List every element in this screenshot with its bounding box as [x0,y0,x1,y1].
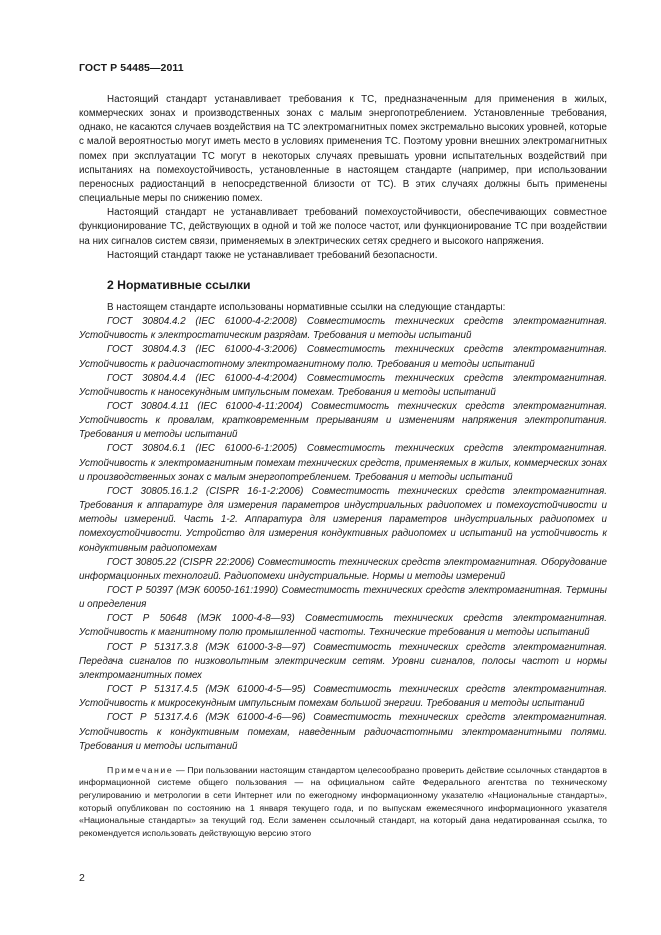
reference-item: ГОСТ Р 50397 (МЭК 60050-161:1990) Совместимость технических средств электромагнитная. Термины и определения [79,585,607,611]
intro-paragraph: Настоящий стандарт не устанавливает требований помехоустойчивости, обеспечивающих совместное функционирование ТС, действующих в одной и той же полосе частот, или функционирование ТС при воздействии на них сигналов систем связи, применяемых в электрических сетях среднего и высокого напряжения. [79,207,607,247]
reference-item: ГОСТ 30804.4.4 (IEC 61000-4-4:2004) Совместимость технических средств электромагнитная. Устойчивость к наносекундным импульсным помехам. Требования и методы испытаний [79,372,607,398]
intro-paragraph: Настоящий стандарт также не устанавливает требований безопасности. [107,249,438,261]
page-content [79,93,607,839]
note-text: — При пользовании настоящим стандартом целесообразно проверить действие ссылочных стандартов в информационной системе общего пользования — на официальном сайте Федерального агентства по техническому регулированию и метрологии в сети Интернет или по ежегодному информационному указателю «Национальные стандарты», который опубликован по состоянию на 1 января текущего года, и по выпускам ежемесячного информационного указателя «Национальные стандарты» за текущий год. Если заменен ссылочный стандарт, на который дана недатированная ссылка, то рекомендуется использовать действующую версию этого [79,764,607,838]
reference-item: ГОСТ 30804.6.1 (IEC 61000-6-1:2005) Совместимость технических средств электромагнитная. Устойчивость к электромагнитным помехам технических средств, применяемых в жилых, коммерческих зонах и производственных зонах с малым энергопотреблением. Требования и методы испытаний [79,443,607,483]
note-label: Примечание [107,764,174,775]
references-lead: В настоящем стандарте использованы нормативные ссылки на следующие стандарты: [107,301,506,313]
document-code-header: ГОСТ Р 54485—2011 [79,62,184,74]
reference-item: ГОСТ 30805.16.1.2 (CISPR 16-1-2:2006) Совместимость технических средств электромагнитная. Требования к аппаратуре для измерения параметров индустриальных радиопомех и помехоустойчивости и методы измерений. Часть 1-2. Аппаратура для измерения параметров индустриальных радиопомех и помехоустойчивости. Устройство для измерения кондуктивных радиопомех и испытаний на устойчивость к кондуктивным радиопомехам [79,485,607,554]
note-paragraph [79,764,607,840]
reference-item: ГОСТ 30805.22 (CISPR 22:2006) Совместимость технических средств электромагнитная. Оборудование информационных технологий. Радиопомехи индустриальные. Нормы и методы измерений [79,556,607,582]
reference-item: ГОСТ Р 51317.3.8 (МЭК 61000-3-8—97) Совместимость технических средств электромагнитная. Передача сигналов по низковольтным электрическим сетям. Уровни сигналов, полосы частот и нормы электромагнитных помех [79,641,607,681]
reference-item: ГОСТ Р 51317.4.6 (МЭК 61000-4-6—96) Совместимость технических средств электромагнитная. Устойчивость к кондуктивным помехам, наведенным радиочастотными электромагнитными полями. Требования и методы испытаний [79,712,607,752]
section-heading: 2 Нормативные ссылки [107,277,251,292]
intro-paragraph: Настоящий стандарт устанавливает требования к ТС, предназначенным для применения в жилых, коммерческих зонах и производственных зонах с малым энергопотреблением. Установленные требования, однако, не касаются случаев воздействия на ТС электромагнитных помех экстремально высоких уровней, которые с малой вероятностью могут иметь место в условиях применения ТС. Поэтому уровни внешних электромагнитных помех при эксплуатации ТС могут в некоторых случаях превышать уровни испытательных воздействий при испытаниях на помехоустойчивость, установленные в настоящем стандарте (например, при использовании переносных радиостанций в непосредственной близости от ТС). В этих случаях должны быть применены специальные меры по снижению помех. [79,94,607,205]
page-number: 2 [79,872,85,884]
reference-item: ГОСТ 30804.4.11 (IEC 61000-4-11:2004) Совместимость технических средств электромагнитная. Устойчивость к провалам, кратковременным прерываниям и изменениям напряжения электропитания. Требования и методы испытаний [79,400,607,441]
reference-item: ГОСТ Р 50648 (МЭК 1000-4-8—93) Совместимость технических средств электромагнитная. Устойчивость к магнитному полю промышленной частоты. Технические требования и методы испытаний [79,613,607,639]
reference-item: ГОСТ 30804.4.3 (IEC 61000-4-3:2006) Совместимость технических средств электромагнитная. Устойчивость к радиочастотному электромагнитному полю. Требования и методы испытаний [79,344,607,370]
reference-item: ГОСТ Р 51317.4.5 (МЭК 61000-4-5—95) Совместимость технических средств электромагнитная. Устойчивость к микросекундным импульсным помехам большой энергии. Требования и методы испытаний [79,684,607,710]
reference-item: ГОСТ 30804.4.2 (IEC 61000-4-2:2008) Совместимость технических средств электромагнитная. Устойчивость к электростатическим разрядам. Требования и методы испытаний [79,316,607,342]
